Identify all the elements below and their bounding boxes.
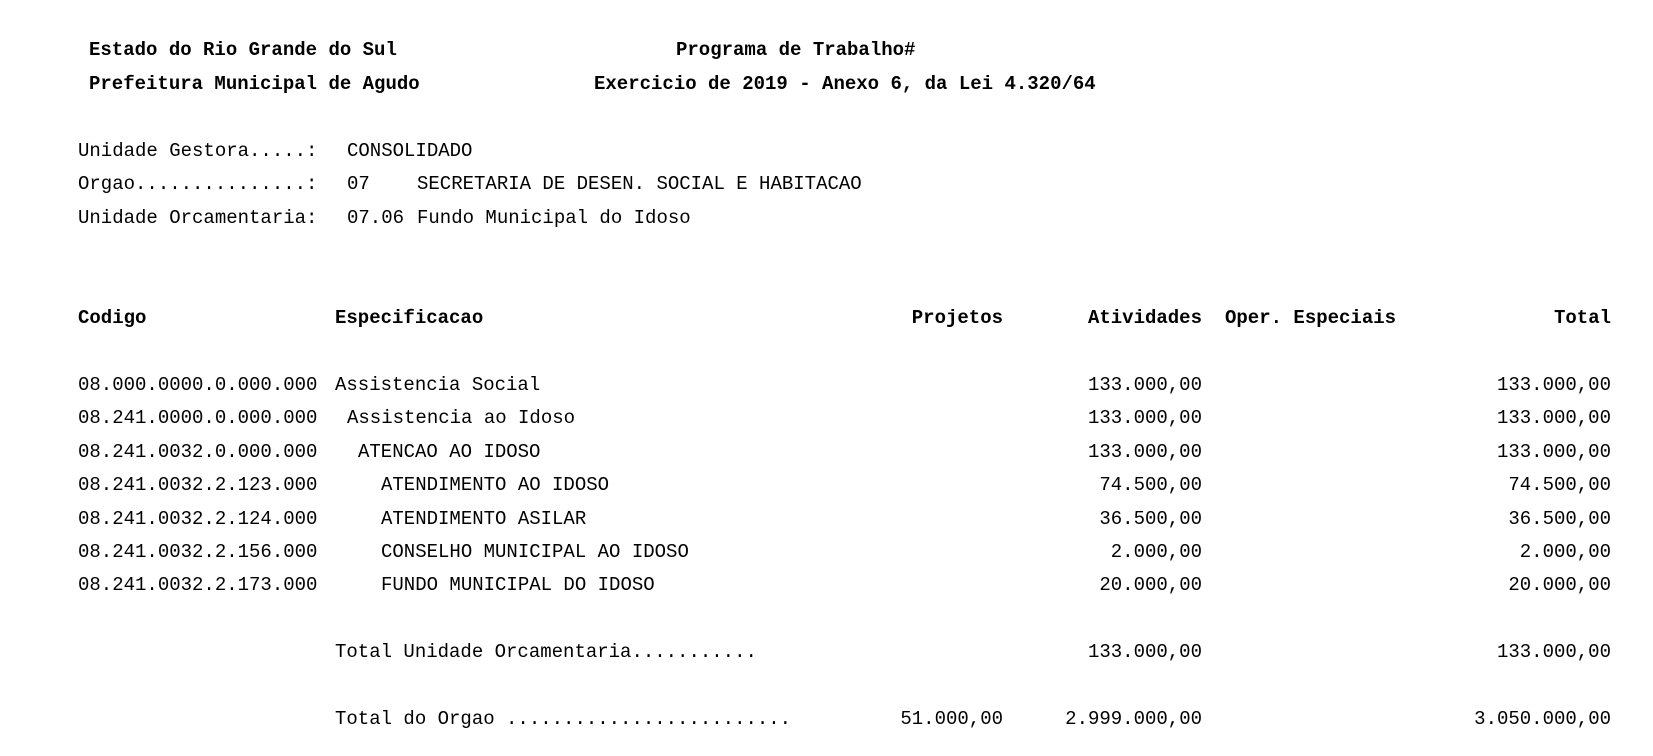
unidade-gestora-label: Unidade Gestora.....: bbox=[78, 140, 318, 162]
column-header-atividades: Atividades bbox=[1087, 307, 1202, 329]
cell-codigo: 08.000.0000.0.000.000 bbox=[78, 374, 318, 396]
cell-atividades: 20.000,00 bbox=[1099, 574, 1202, 596]
cell-especificacao: Assistencia Social bbox=[335, 374, 541, 396]
state-name: Estado do Rio Grande do Sul bbox=[89, 39, 397, 61]
cell-codigo: 08.241.0032.2.156.000 bbox=[78, 541, 318, 563]
total-unidade-atividades: 133.000,00 bbox=[1087, 641, 1202, 663]
cell-especificacao: CONSELHO MUNICIPAL AO IDOSO bbox=[381, 541, 689, 563]
cell-total: 36.500,00 bbox=[1508, 508, 1611, 530]
column-header-especificacao: Especificacao bbox=[335, 307, 484, 329]
cell-total: 133.000,00 bbox=[1496, 441, 1611, 463]
total-unidade-total: 133.000,00 bbox=[1496, 641, 1611, 663]
total-orgao-total: 3.050.000,00 bbox=[1474, 708, 1611, 730]
total-orgao-atividades: 2.999.000,00 bbox=[1065, 708, 1202, 730]
cell-atividades: 74.500,00 bbox=[1099, 474, 1202, 496]
cell-codigo: 08.241.0000.0.000.000 bbox=[78, 407, 318, 429]
report-title: Programa de Trabalho# bbox=[676, 39, 916, 61]
orgao-label: Orgao...............: bbox=[78, 173, 318, 195]
cell-total: 20.000,00 bbox=[1508, 574, 1611, 596]
cell-total: 133.000,00 bbox=[1496, 374, 1611, 396]
municipality-name: Prefeitura Municipal de Agudo bbox=[89, 73, 420, 95]
cell-total: 2.000,00 bbox=[1519, 541, 1611, 563]
cell-especificacao: ATENCAO AO IDOSO bbox=[358, 441, 541, 463]
cell-codigo: 08.241.0032.2.124.000 bbox=[78, 508, 318, 530]
cell-atividades: 133.000,00 bbox=[1087, 441, 1202, 463]
unidade-gestora-value: CONSOLIDADO bbox=[347, 140, 473, 162]
cell-especificacao: Assistencia ao Idoso bbox=[347, 407, 576, 429]
cell-atividades: 133.000,00 bbox=[1087, 374, 1202, 396]
cell-atividades: 133.000,00 bbox=[1087, 407, 1202, 429]
column-header-projetos: Projetos bbox=[911, 307, 1003, 329]
column-header-codigo: Codigo bbox=[78, 307, 147, 329]
column-header-total: Total bbox=[1553, 307, 1611, 329]
cell-codigo: 08.241.0032.2.123.000 bbox=[78, 474, 318, 496]
cell-especificacao: ATENDIMENTO ASILAR bbox=[381, 508, 587, 530]
cell-especificacao: ATENDIMENTO AO IDOSO bbox=[381, 474, 610, 496]
cell-codigo: 08.241.0032.2.173.000 bbox=[78, 574, 318, 596]
total-unidade-label: Total Unidade Orcamentaria........... bbox=[335, 641, 757, 663]
column-header-oper-especiais: Oper. Especiais bbox=[1225, 307, 1397, 329]
orgao-code: 07 bbox=[347, 173, 370, 195]
orgao-name: SECRETARIA DE DESEN. SOCIAL E HABITACAO bbox=[417, 173, 862, 195]
cell-total: 74.500,00 bbox=[1508, 474, 1611, 496]
cell-atividades: 36.500,00 bbox=[1099, 508, 1202, 530]
cell-total: 133.000,00 bbox=[1496, 407, 1611, 429]
unidade-orcamentaria-name: Fundo Municipal do Idoso bbox=[417, 207, 691, 229]
report-subtitle: Exercicio de 2019 - Anexo 6, da Lei 4.320/64 bbox=[594, 73, 1096, 95]
total-orgao-projetos: 51.000,00 bbox=[900, 708, 1003, 730]
cell-especificacao: FUNDO MUNICIPAL DO IDOSO bbox=[381, 574, 655, 596]
unidade-orcamentaria-code: 07.06 bbox=[347, 207, 405, 229]
cell-atividades: 2.000,00 bbox=[1110, 541, 1202, 563]
total-orgao-label: Total do Orgao ......................... bbox=[335, 708, 792, 730]
unidade-orcamentaria-label: Unidade Orcamentaria: bbox=[78, 207, 318, 229]
cell-codigo: 08.241.0032.0.000.000 bbox=[78, 441, 318, 463]
